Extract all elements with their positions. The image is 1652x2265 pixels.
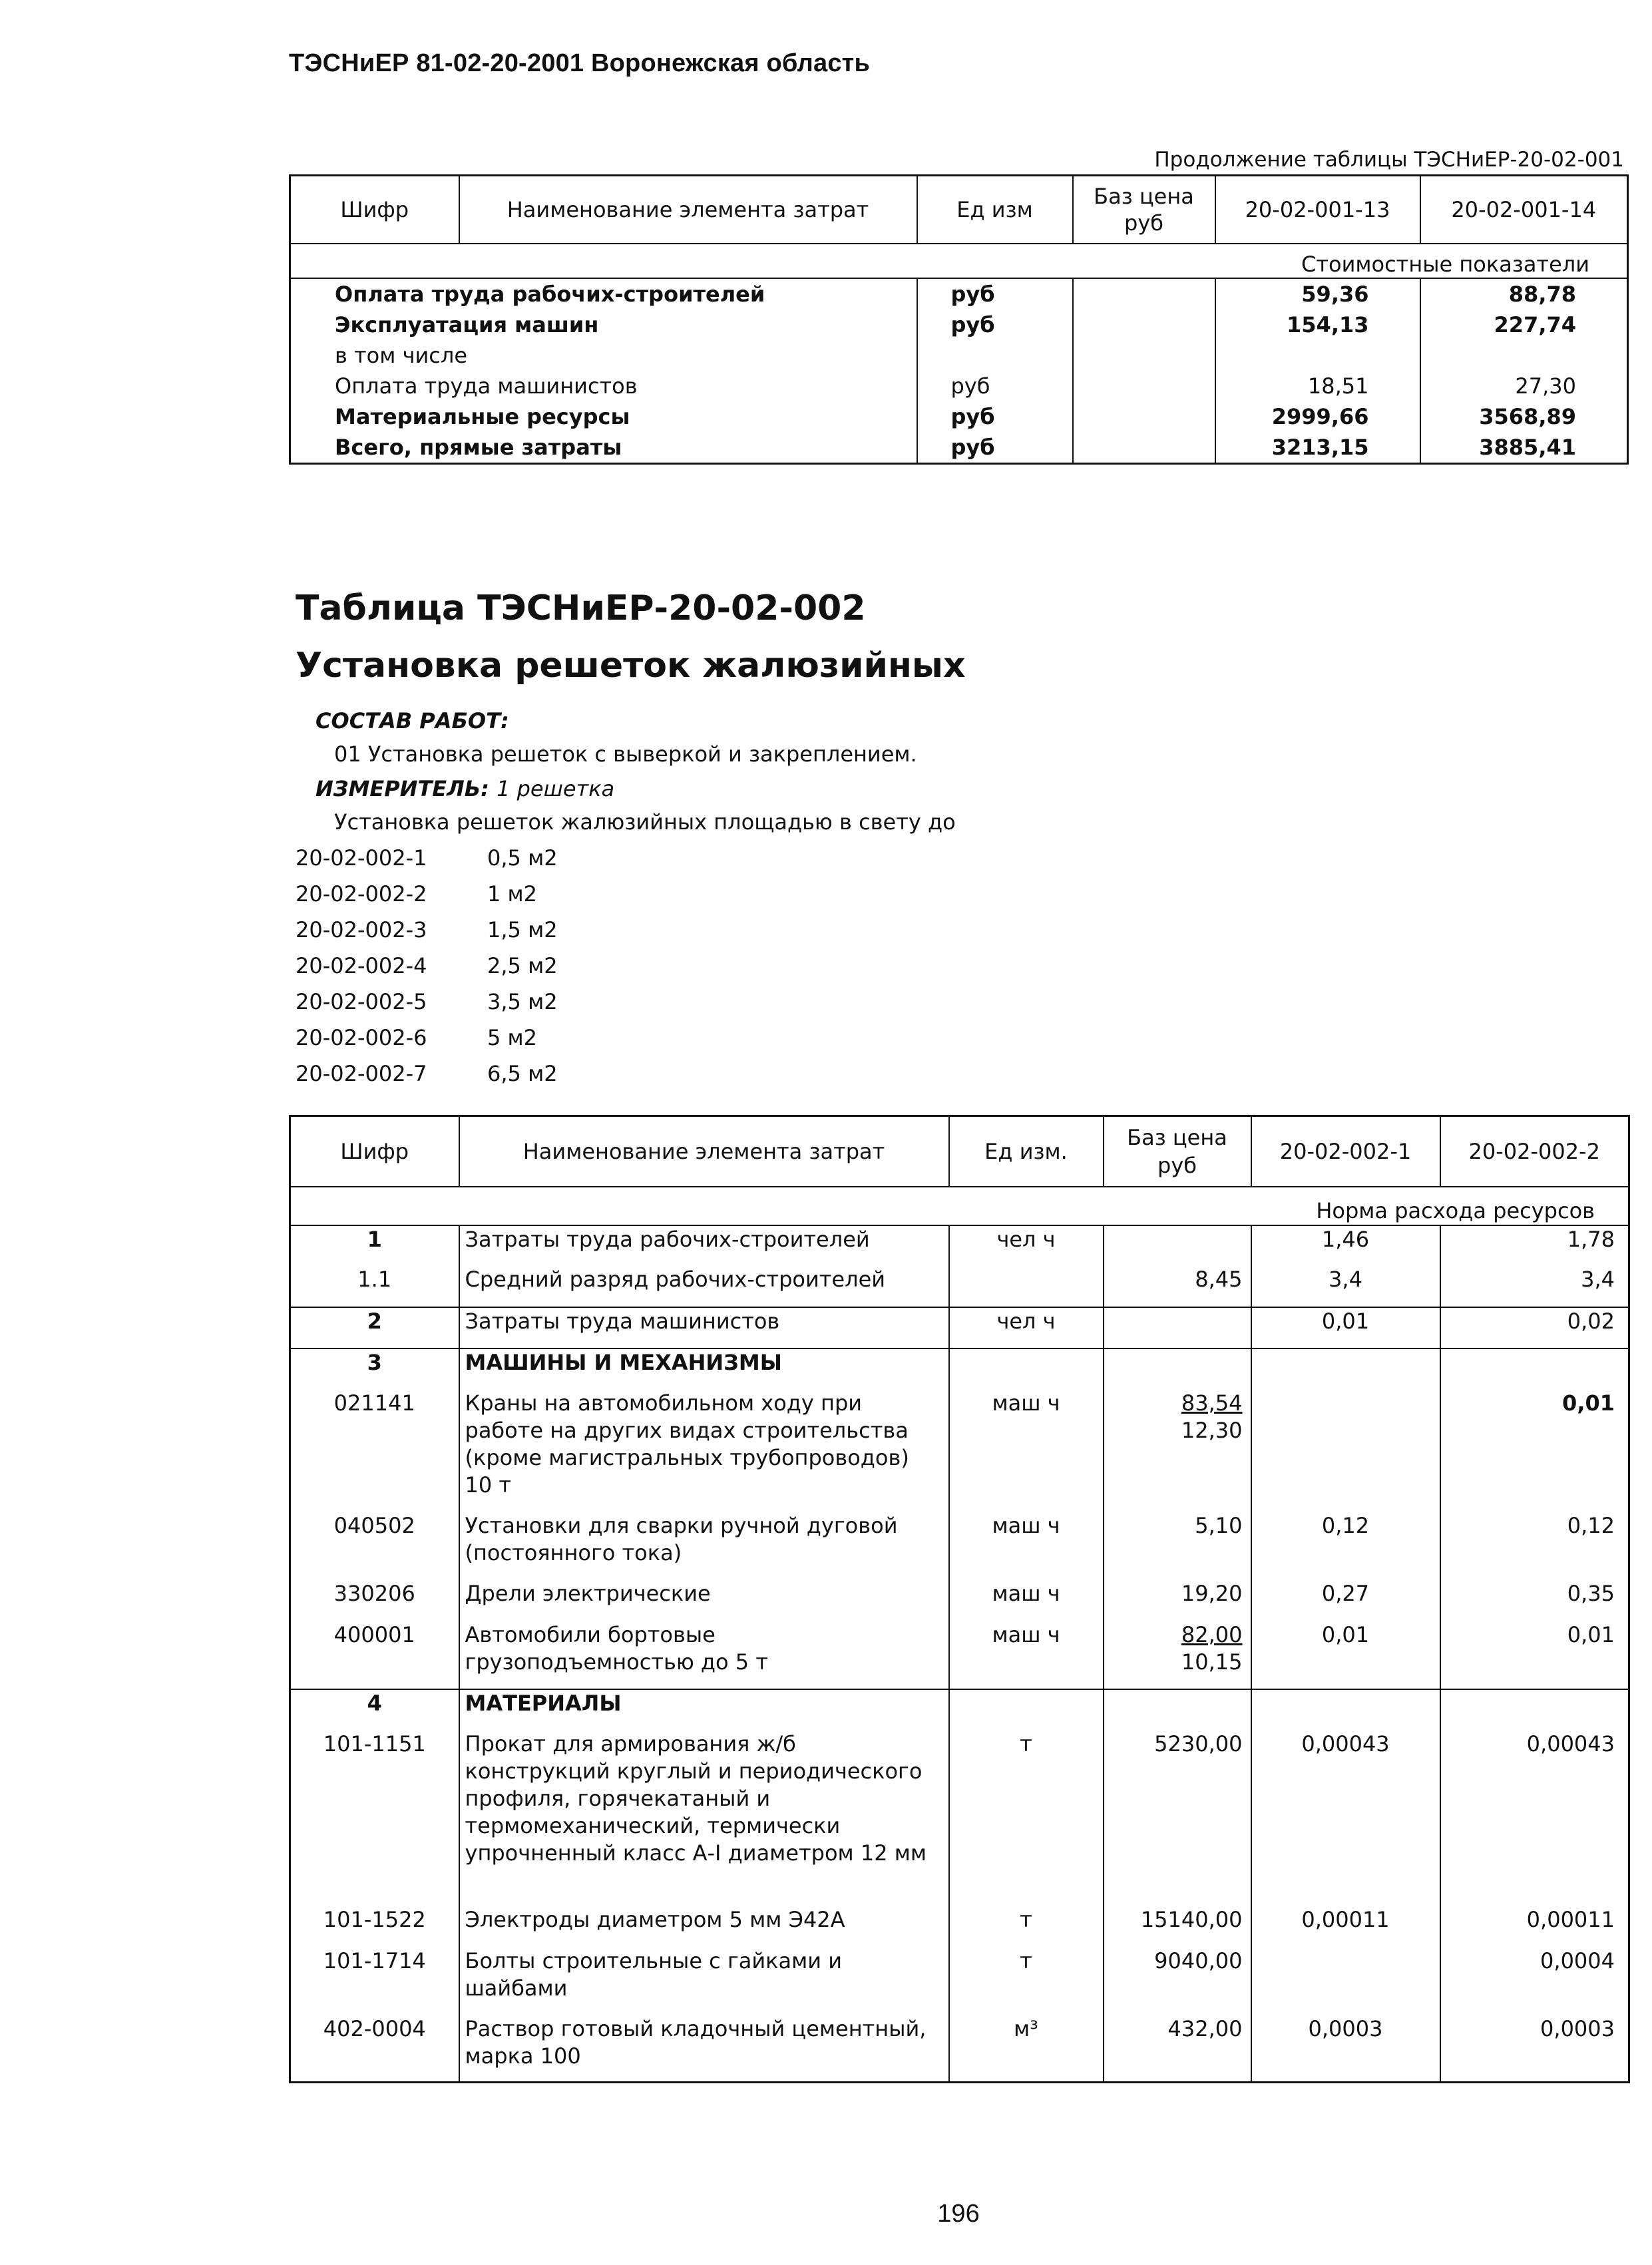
row-value-1: 0,27 [1251,1580,1440,1621]
row-value-2: 27,30 [1515,373,1576,399]
row-code: 1.1 [290,1266,459,1307]
row-price: 432,00 [1104,2015,1251,2082]
code-line [296,917,558,942]
table-row [290,340,1628,371]
row-value-1: 154,13 [1215,309,1420,340]
row-value-2: 0,01 [1567,1622,1615,1647]
row-code: 101-1714 [290,1948,459,2015]
row-value-2: 0,01 [1562,1390,1615,1416]
row-unit: маш ч [949,1621,1104,1689]
row-value-2: 3568,89 [1479,404,1576,429]
row-code: 330206 [290,1580,459,1621]
row-price: 5,10 [1104,1512,1251,1580]
table-row [290,432,1628,464]
code-line [296,953,558,978]
row-value-2: 0,02 [1440,1307,1629,1348]
table-row [290,401,1628,432]
row-name: Автомобили бортовые грузоподъемностью до 5 т [459,1621,949,1689]
row-value-1 [1251,1390,1440,1512]
row-price: 15140,00 [1104,1906,1251,1948]
row-value-1: 18,51 [1215,371,1420,401]
code-value: 1,5 м2 [487,917,558,942]
row-unit: т [949,1731,1104,1906]
row-price [1073,371,1215,401]
code-line [296,845,558,871]
row-unit [949,1266,1104,1307]
izmeritel-label: ИЗМЕРИТЕЛЬ: [315,776,489,801]
row-unit [949,1689,1104,1731]
izmeritel-value: 1 решетка [497,776,615,801]
row-value-2: 1,78 [1567,1227,1615,1252]
code: 20-02-002-6 [296,1025,427,1050]
row-name: МАШИНЫ И МЕХАНИЗМЫ [459,1348,949,1390]
row-unit: маш ч [949,1580,1104,1621]
row-value-2 [1420,340,1628,371]
row-code: 1 [290,1225,459,1266]
page-header: ТЭСНиЕР 81-02-20-2001 Воронежская область [289,49,871,77]
code-value: 3,5 м2 [487,989,558,1014]
table-row [290,1731,1629,1906]
code-value: 1 м2 [487,881,538,907]
row-price-secondary: 10,15 [1181,1649,1243,1675]
header-cell: 20-02-001-13 [1215,176,1420,244]
row-value-1: 0,00043 [1251,1731,1440,1906]
page-number: 196 [937,2200,980,2228]
row-value-2: 0,0004 [1540,1948,1615,1973]
row-unit: руб [917,278,1073,309]
row-value-1: 0,01 [1251,1307,1440,1348]
row-name: Оплата труда машинистов [290,371,917,401]
row-value-1: 0,12 [1251,1512,1440,1580]
code: 20-02-002-3 [296,917,427,942]
row-price [1104,1348,1251,1390]
row-value-1: 3213,15 [1215,432,1420,464]
row-code: 040502 [290,1512,459,1580]
row-unit: маш ч [949,1390,1104,1512]
row-unit: чел ч [949,1307,1104,1348]
table-row [290,309,1628,340]
row-price [1104,1225,1251,1266]
header-cell: Наименование элемента затрат [459,1116,949,1187]
header-cell: 20-02-001-14 [1420,176,1628,244]
table-row [290,1948,1629,2015]
row-name: Краны на автомобильном ходу при работе на других видах строительства (кроме магистральных трубопроводов) 10 т [459,1390,949,1512]
code-line [296,989,558,1014]
row-code: 3 [290,1348,459,1390]
row-code: 400001 [290,1621,459,1689]
row-value-1: 2999,66 [1215,401,1420,432]
row-value-2: 0,0003 [1540,2016,1615,2041]
row-name: Материальные ресурсы [290,401,917,432]
row-unit [917,340,1073,371]
sostav-label: СОСТАВ РАБОТ: [315,708,509,733]
row-unit: чел ч [949,1225,1104,1266]
table-row [290,1307,1629,1348]
table-subtitle: Установка решеток жалюзийных [296,646,966,686]
izmeritel-row [315,776,614,801]
cost-indicators-table [289,174,1629,465]
row-unit: руб [917,371,1073,401]
row-unit: руб [917,309,1073,340]
row-price [1073,401,1215,432]
table-row [290,1689,1629,1731]
row-price: 8,45 [1104,1266,1251,1307]
table-row [290,1906,1629,1948]
row-value-2: 0,12 [1567,1513,1615,1538]
row-name: Дрели электрические [459,1580,949,1621]
table-row [290,1348,1629,1390]
row-name: Раствор готовый кладочный цементный, марка 100 [459,2015,949,2082]
row-code: 101-1522 [290,1906,459,1948]
row-name: Установки для сварки ручной дуговой (постоянного тока) [459,1512,949,1580]
row-name: Болты строительные с гайками и шайбами [459,1948,949,2015]
row-value-2 [1440,1348,1629,1390]
row-code: 402-0004 [290,2015,459,2082]
header-cell: Баз цена руб [1073,176,1215,244]
row-name: МАТЕРИАЛЫ [459,1689,949,1731]
row-price [1073,309,1215,340]
row-unit: т [949,1948,1104,2015]
row-value-1: 59,36 [1215,278,1420,309]
row-name: Прокат для армирования ж/б конструкций круглый и периодического профиля, горячекатаный и термомеханический, термически упрочненный класс А-I диаметром 12 мм [459,1731,949,1906]
row-price [1073,340,1215,371]
code: 20-02-002-1 [296,845,427,871]
row-value-2: 227,74 [1494,312,1576,337]
row-price-cell [1104,1621,1251,1689]
row-price [1073,278,1215,309]
header-cell: Наименование элемента затрат [459,176,917,244]
header-cell: Ед изм. [949,1116,1104,1187]
table-row [290,1225,1629,1266]
row-value-1 [1251,1948,1440,2015]
code-line [296,881,537,907]
row-unit: руб [917,432,1073,464]
code-value: 5 м2 [487,1025,538,1050]
row-unit: руб [917,401,1073,432]
table-row [290,278,1628,309]
row-unit: т [949,1906,1104,1948]
row-value-2: 3885,41 [1479,435,1576,460]
code-line [296,1061,558,1086]
row-value-2: 88,78 [1508,282,1576,307]
row-value-2: 0,00043 [1526,1731,1615,1756]
table-row [290,1580,1629,1621]
row-code: 2 [290,1307,459,1348]
code-value: 0,5 м2 [487,845,558,871]
header-cell: 20-02-002-1 [1251,1116,1440,1187]
section-row [290,1187,1629,1225]
row-value-1 [1251,1689,1440,1731]
header-cell: Ед изм [917,176,1073,244]
header-cell: 20-02-002-2 [1440,1116,1629,1187]
table1-caption: Продолжение таблицы ТЭСНиЕР-20-02-001 [1154,148,1624,172]
header-cell: Баз цена руб [1104,1116,1251,1187]
table-row [290,1390,1629,1512]
row-name: Затраты труда рабочих-строителей [459,1225,949,1266]
row-price: 5230,00 [1104,1731,1251,1906]
row-name: Средний разряд рабочих-строителей [459,1266,949,1307]
code-line [296,1025,537,1050]
description: Установка решеток жалюзийных площадью в свету до [334,809,956,835]
table-row [290,1621,1629,1689]
row-value-2 [1440,1689,1629,1731]
row-code: 4 [290,1689,459,1731]
row-value-2: 0,35 [1567,1581,1615,1606]
row-code: 101-1151 [290,1731,459,1906]
row-name: Электроды диаметром 5 мм Э42А [459,1906,949,1948]
row-value-1 [1215,340,1420,371]
row-name: Оплата труда рабочих-строителей [290,278,917,309]
row-price: 19,20 [1104,1580,1251,1621]
table-header-row [290,1116,1629,1187]
row-price: 82,00 [1181,1622,1243,1647]
row-unit: маш ч [949,1512,1104,1580]
section-label: Стоимостные показатели [290,244,1628,278]
header-cell: Шифр [290,1116,459,1187]
row-name: Всего, прямые затраты [290,432,917,464]
row-value-1: 3,4 [1251,1266,1440,1307]
row-value-1: 1,46 [1251,1225,1440,1266]
row-name: Затраты труда машинистов [459,1307,949,1348]
table-row [290,1266,1629,1307]
section-label: Норма расхода ресурсов [290,1187,1629,1225]
row-value-1: 0,0003 [1251,2015,1440,2082]
row-value-1: 0,00011 [1251,1906,1440,1948]
row-price [1104,1689,1251,1731]
row-price: 83,54 [1181,1390,1243,1416]
sostav-item: 01 Установка решеток с выверкой и закреплением. [334,741,917,767]
row-price: 9040,00 [1104,1948,1251,2015]
code: 20-02-002-7 [296,1061,427,1086]
row-price-secondary: 12,30 [1181,1418,1243,1443]
code: 20-02-002-4 [296,953,427,978]
row-price [1073,432,1215,464]
row-value-2: 3,4 [1581,1267,1615,1292]
row-value-1 [1251,1348,1440,1390]
code-value: 6,5 м2 [487,1061,558,1086]
table-row [290,1512,1629,1580]
row-name: в том числе [290,340,917,371]
section-row [290,244,1628,278]
table-title: Таблица ТЭСНиЕР-20-02-002 [296,588,866,628]
table-row [290,371,1628,401]
row-unit: м³ [949,2015,1104,2082]
table-row [290,2015,1629,2082]
row-price-cell [1104,1390,1251,1512]
row-code: 021141 [290,1390,459,1512]
code-value: 2,5 м2 [487,953,558,978]
resource-norms-table [289,1115,1630,2083]
row-price [1104,1307,1251,1348]
row-unit [949,1348,1104,1390]
row-name: Эксплуатация машин [290,309,917,340]
code: 20-02-002-2 [296,881,427,907]
table-header-row [290,176,1628,244]
row-value-2: 0,00011 [1526,1907,1615,1932]
row-value-1: 0,01 [1251,1621,1440,1689]
code: 20-02-002-5 [296,989,427,1014]
header-cell: Шифр [290,176,459,244]
